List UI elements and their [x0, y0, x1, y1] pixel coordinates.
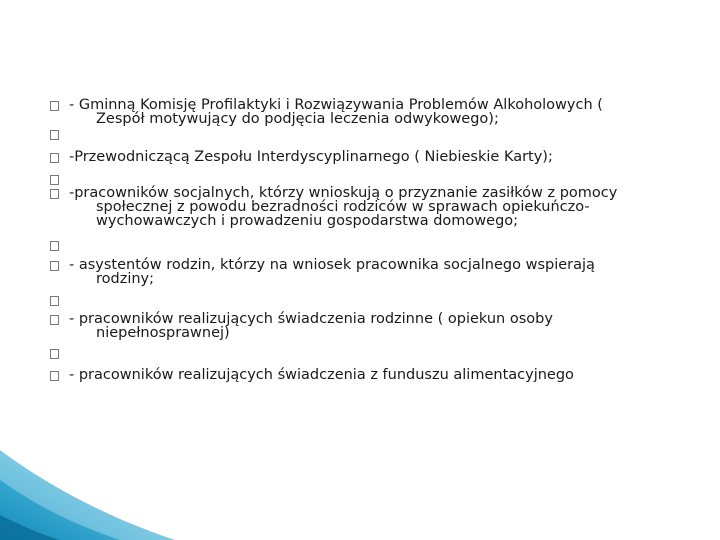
- square-bullet-icon: [50, 175, 59, 185]
- bullet-text-line: Zespół motywujący do podjęcia leczenia odwykowego);: [96, 111, 499, 127]
- square-bullet-icon: [50, 296, 59, 306]
- square-bullet-icon: [50, 371, 59, 381]
- bullet-text-line: -pracowników socjalnych, którzy wnioskują o przyznanie zasiłków z pomocy: [69, 185, 618, 201]
- bullet-text: [69, 368, 689, 382]
- bullet-text: [69, 258, 689, 286]
- bullet-text: [69, 98, 689, 126]
- square-bullet-icon: [50, 349, 59, 359]
- corner-decoration: [0, 410, 200, 540]
- bullet-text-line: społecznej z powodu bezradności rodziców w sprawach opiekuńczo-: [96, 199, 590, 215]
- bullet-text-line: niepełnosprawnej): [96, 325, 230, 341]
- bullet-text-line: - pracowników realizujących świadczenia z funduszu alimentacyjnego: [69, 367, 574, 383]
- square-bullet-icon: [50, 261, 59, 271]
- square-bullet-icon: [50, 153, 59, 163]
- bullet-text: [69, 312, 689, 340]
- square-bullet-icon: [50, 130, 59, 140]
- bullet-text-line: - asystentów rodzin, którzy na wniosek pracownika socjalnego wspierają: [69, 257, 595, 273]
- bullet-text-line: rodziny;: [96, 271, 155, 287]
- square-bullet-icon: [50, 101, 59, 111]
- bullet-text-line: wychowawczych i prowadzeniu gospodarstwa domowego;: [96, 213, 519, 229]
- bullet-text-line: -Przewodniczącą Zespołu Interdyscyplinarnego ( Niebieskie Karty);: [69, 149, 553, 165]
- square-bullet-icon: [50, 315, 59, 325]
- bullet-text-line: - pracowników realizujących świadczenia rodzinne ( opiekun osoby: [69, 311, 553, 327]
- bullet-text: [69, 186, 689, 228]
- square-bullet-icon: [50, 241, 59, 251]
- bullet-text-line: - Gminną Komisję Profilaktyki i Rozwiązywania Problemów Alkoholowych (: [69, 97, 603, 113]
- bullet-text: [69, 150, 689, 164]
- square-bullet-icon: [50, 189, 59, 199]
